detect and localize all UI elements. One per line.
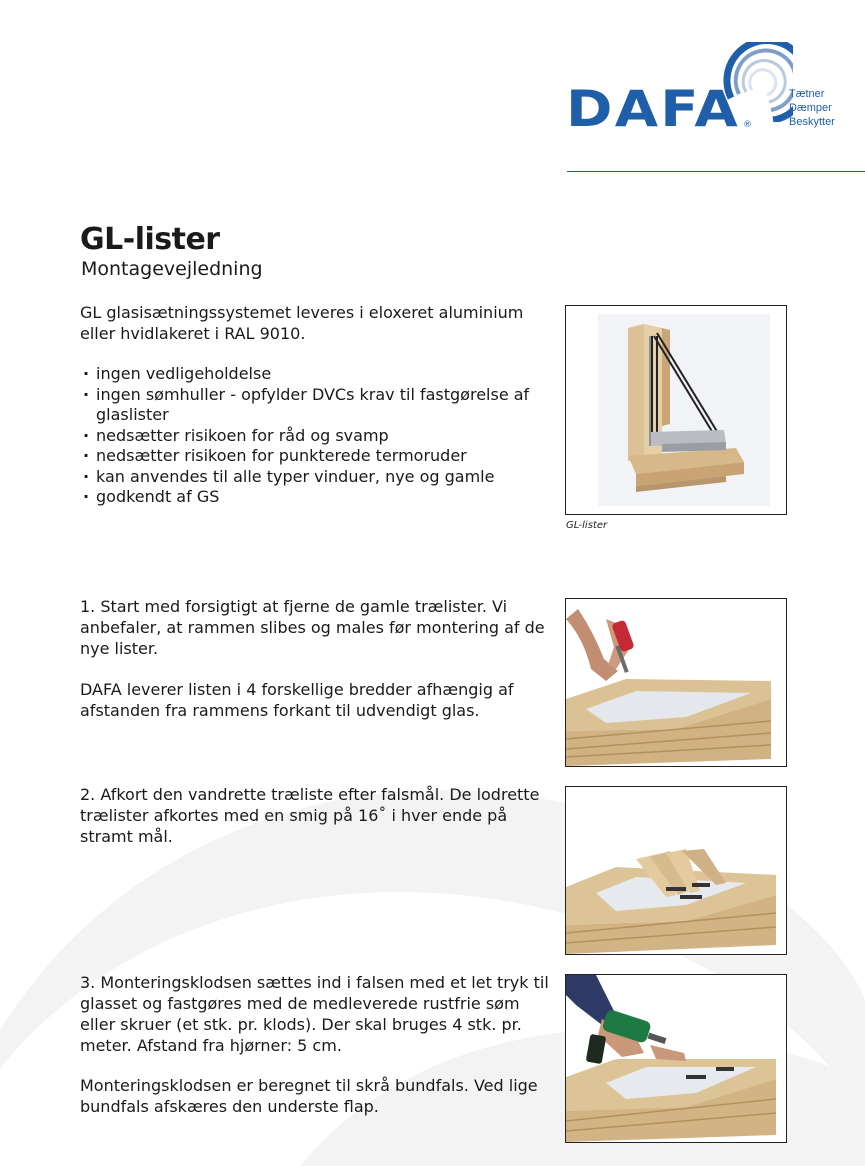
page-title: GL-lister [80, 222, 220, 257]
list-item: · nedsætter risikoen for punkterede termoruder [80, 446, 550, 467]
list-item: · ingen vedligeholdelse [80, 364, 550, 385]
list-item: · kan anvendes til alle typer vinduer, nye og gamle [80, 467, 550, 488]
logo-tagline [789, 87, 835, 129]
page-subtitle: Montagevejledning [81, 258, 263, 280]
step-1-photo [565, 598, 787, 767]
step-3-note: Monteringsklodsen er beregnet til skrå bundfals. Ved lige bundfals afskæres den underste flap. [80, 1076, 538, 1116]
gl-lister-photo [565, 305, 787, 515]
step-1-note: DAFA leverer listen i 4 forskellige bredder afhængig af afstanden fra rammens forkant til udvendigt glas. [80, 680, 514, 720]
list-item: · godkendt af GS [80, 487, 550, 508]
step-3-text: 3. Monteringsklodsen sættes ind i falsen med et let tryk til glasset og fastgøres med de medleverede rustfrie søm eller skruer (et stk. pr. klods). Der skal bruges 4 stk. pr. meter. Afstand fra hjørner: 5 cm. [80, 973, 549, 1055]
tagline-line: Beskytter [789, 116, 835, 128]
step-2-text: 2. Afkort den vandrette træliste efter falsmål. De lodrette trælister afkortes med en smig på 16˚ i hver ende på stramt mål. [80, 785, 540, 846]
logo-registered-mark: ® [743, 120, 752, 130]
intro-paragraph: GL glasisætningssystemet leveres i eloxeret aluminium eller hvidlakeret i RAL 9010. [80, 303, 524, 343]
list-item: · nedsætter risikoen for råd og svamp [80, 426, 550, 447]
photo-caption: GL-lister [566, 520, 608, 531]
step-1-text: 1. Start med forsigtigt at fjerne de gamle trælister. Vi anbefaler, at rammen slibes og males før montering af de nye lister. [80, 597, 545, 658]
header-divider [567, 171, 865, 172]
step-2-photo [565, 786, 787, 955]
dafa-logo [563, 42, 863, 142]
list-item: · ingen sømhuller - opfylder DVCs krav til fastgørelse af glaslister [80, 385, 550, 426]
tagline-line: Dæmper [789, 102, 832, 114]
tagline-line: Tætner [789, 88, 825, 100]
step-3-photo [565, 974, 787, 1143]
feature-list [80, 364, 550, 508]
logo-wordmark: DAFA [566, 80, 740, 138]
